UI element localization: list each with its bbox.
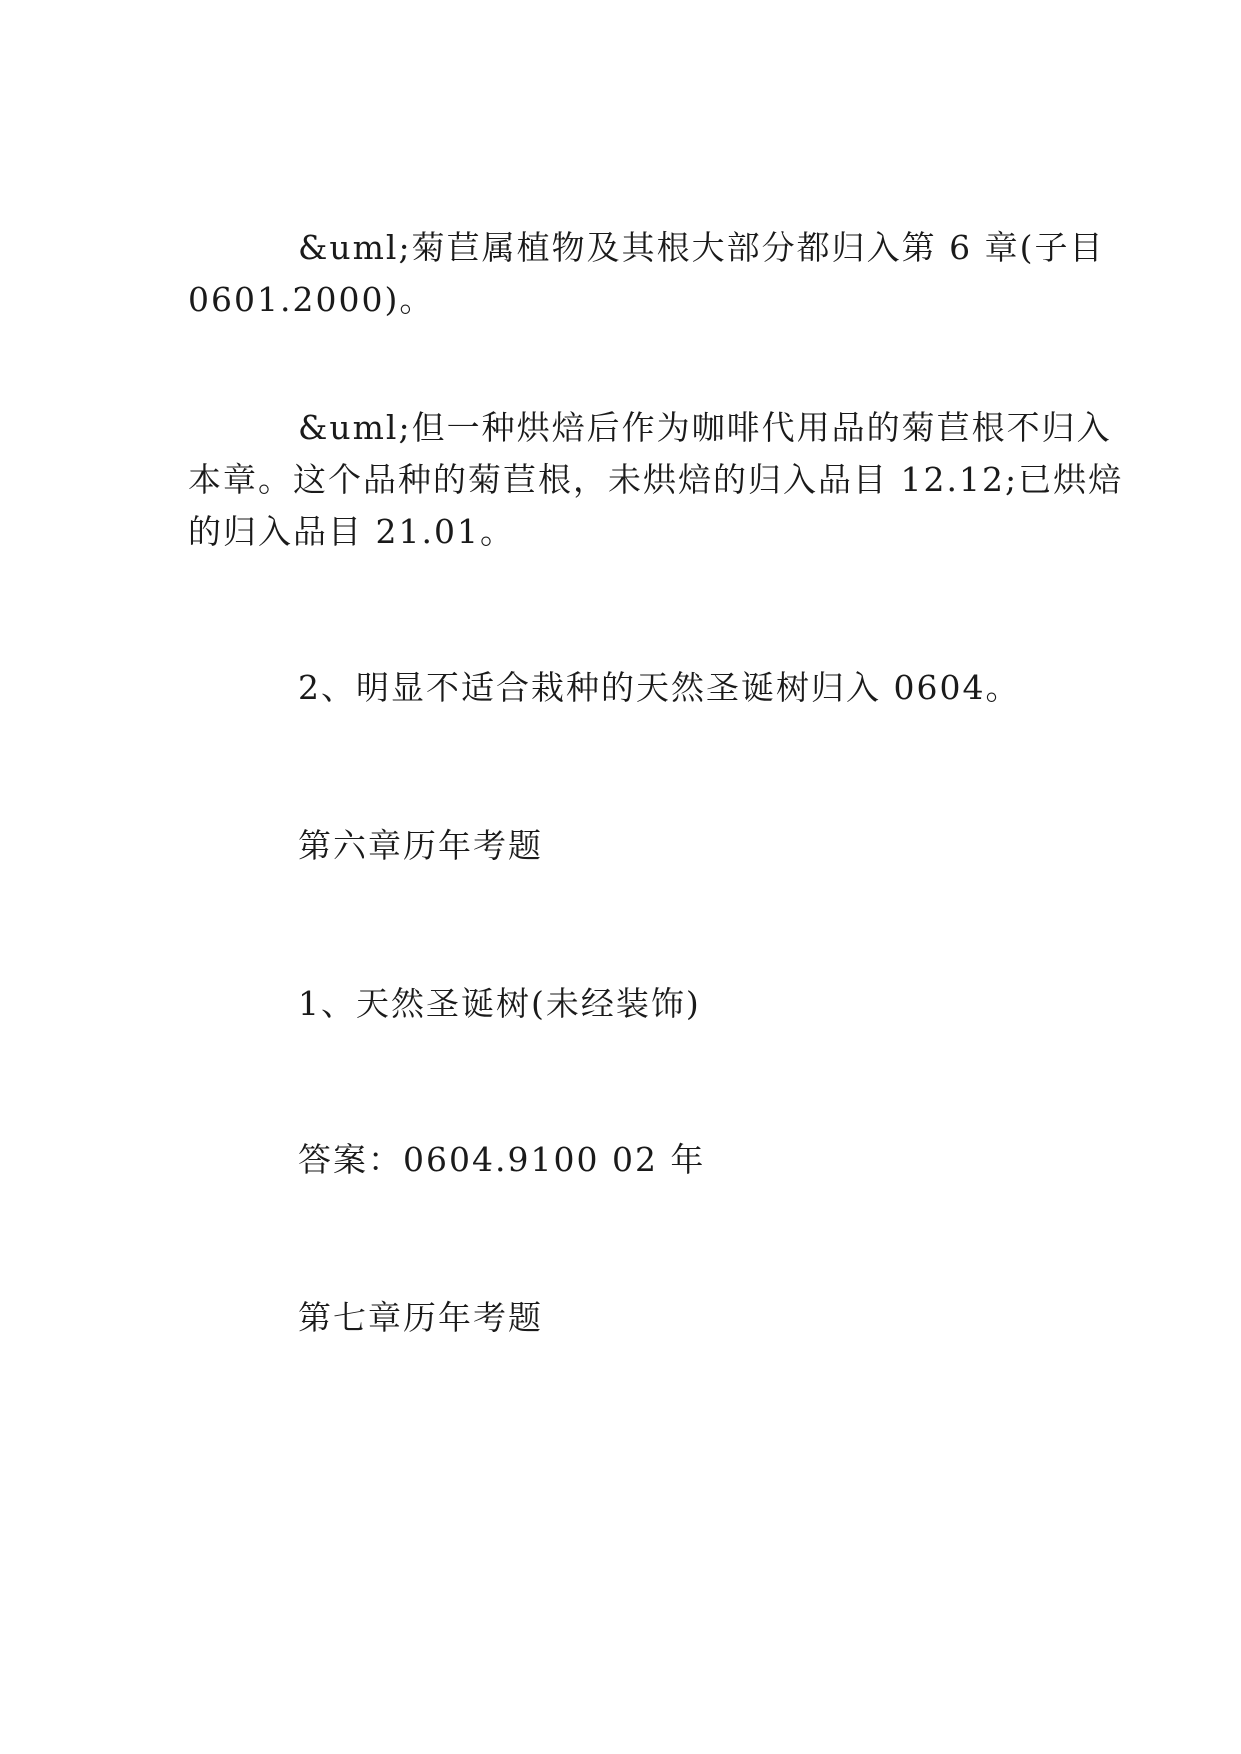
text-line: 本章。这个品种的菊苣根，未烘焙的归入品目 12.12;已烘焙 <box>188 460 1124 499</box>
text-line: &uml;菊苣属植物及其根大部分都归入第 6 章(子目 <box>298 228 1105 267</box>
text-line: 第七章历年考题 <box>298 1298 543 1337</box>
text-line: 1、天然圣诞树(未经装饰) <box>298 984 701 1023</box>
heading-chapter-seven-exams <box>188 1292 1058 1344</box>
text-line: 2、明显不适合栽种的天然圣诞树归入 0604。 <box>298 668 1021 707</box>
paragraph-chicory-classification <box>188 222 1105 326</box>
paragraph-roasted-chicory <box>188 402 1124 558</box>
text-line: 第六章历年考题 <box>298 826 543 865</box>
heading-chapter-six-exams <box>188 820 1058 872</box>
text-line: &uml;但一种烘焙后作为咖啡代用品的菊苣根不归入 <box>298 408 1112 447</box>
question-christmas-tree <box>188 978 1058 1030</box>
paragraph-christmas-tree-note <box>188 662 1058 714</box>
text-line: 答案：0604.9100 02 年 <box>298 1140 706 1179</box>
text-line: 0601.2000)。 <box>188 280 435 319</box>
answer-line <box>188 1134 1058 1186</box>
text-line: 的归入品目 21.01。 <box>188 512 515 551</box>
